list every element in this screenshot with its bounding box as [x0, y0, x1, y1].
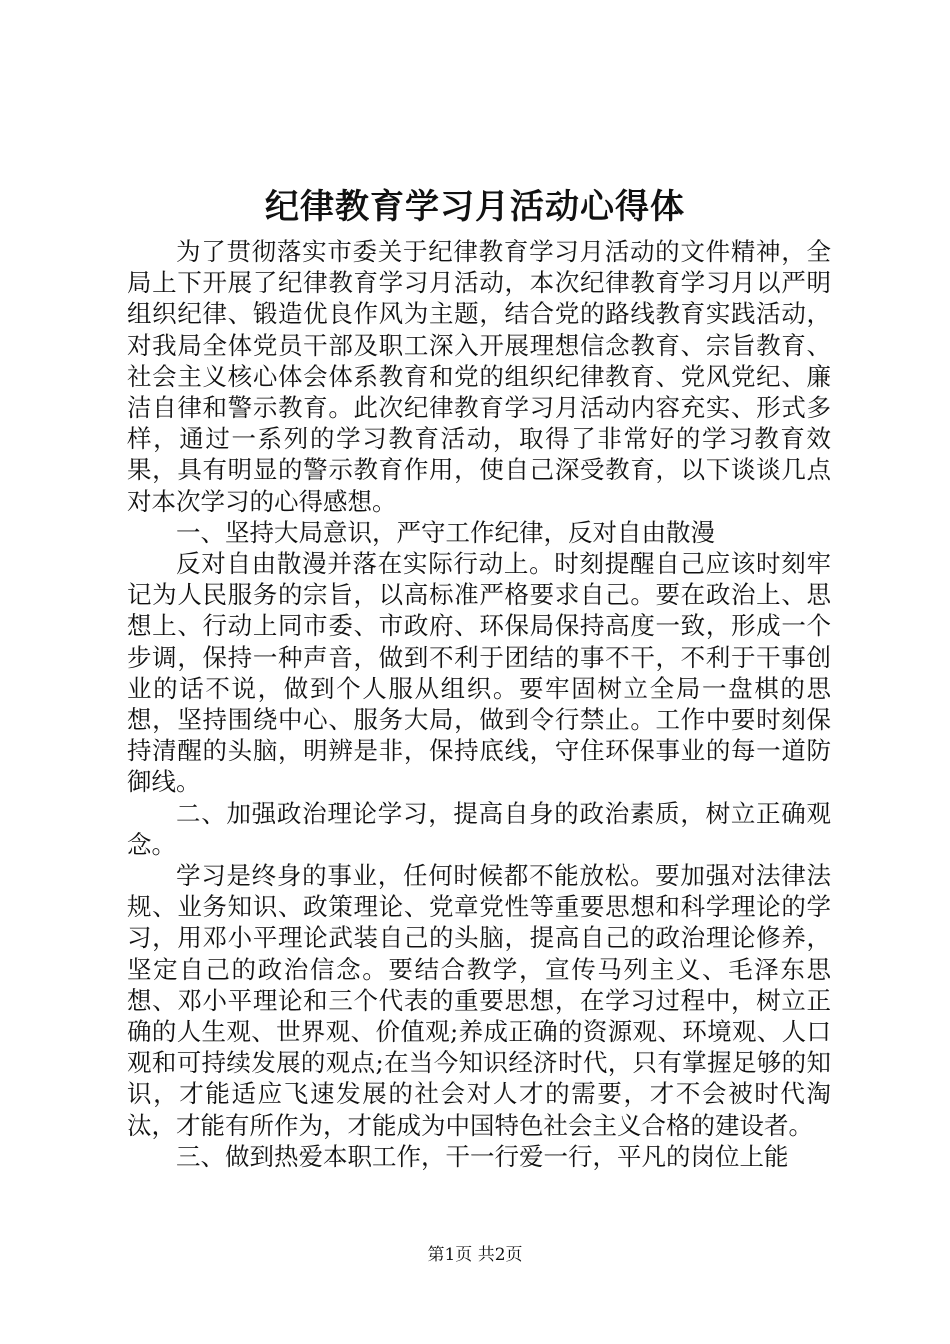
page-number-footer: 第1页 共2页	[427, 1245, 523, 1265]
paragraph-section-1: 反对自由散漫并落在实际行动上。时刻提醒自己应该时刻牢记为人民服务的宗旨，以高标准严格要求自己。要在政治上、思想上、行动上同市委、市政府、环保局保持高度一致，形成一个步调，保持一种声音，做到不利于团结的事不干，不利于干事创业的话不说，做到个人服从组织。要牢固树立全局一盘棋的思想，坚持围绕中心、服务大局，做到令行禁止。工作中要时刻保持清醒的头脑，明辨是非，保持底线，守住环保事业的每一道防御线。	[127, 549, 831, 797]
section-heading-3: 三、做到热爱本职工作，干一行爱一行，平凡的岗位上能	[176, 1141, 789, 1171]
paragraph-section-2: 学习是终身的事业，任何时候都不能放松。要加强对法律法规、业务知识、政策理论、党章党性等重要思想和科学理论的学习，用邓小平理论武装自己的头脑，提高自己的政治理论修养，坚定自己的政治信念。要结合教学，宣传马列主义、毛泽东思想、邓小平理论和三个代表的重要思想，在学习过程中，树立正确的人生观、世界观、价值观;养成正确的资源观、环境观、人口观和可持续发展的观点;在当今知识经济时代，只有掌握足够的知识，才能适应飞速发展的社会对人才的需要，才不会被时代淘汰，才能有所作为，才能成为中国特色社会主义合格的建设者。	[127, 861, 831, 1140]
document-body	[127, 236, 831, 1172]
paragraph-intro: 为了贯彻落实市委关于纪律教育学习月活动的文件精神，全局上下开展了纪律教育学习月活动，本次纪律教育学习月以严明组织纪律、锻造优良作风为主题，结合党的路线教育实践活动，对我局全体党员干部及职工深入开展理想信念教育、宗旨教育、社会主义核心体会体系教育和党的组织纪律教育、党风党纪、廉洁自律和警示教育。此次纪律教育学习月活动内容充实、形式多样，通过一系列的学习教育活动，取得了非常好的学习教育效果，具有明显的警示教育作用，使自己深受教育，以下谈谈几点对本次学习的心得感想。	[127, 237, 831, 516]
section-heading-2: 二、加强政治理论学习，提高自身的政治素质，树立正确观念。	[127, 798, 831, 859]
section-heading-1: 一、坚持大局意识，严守工作纪律，反对自由散漫	[176, 517, 715, 547]
document-title: 纪律教育学习月活动心得体	[265, 187, 685, 227]
